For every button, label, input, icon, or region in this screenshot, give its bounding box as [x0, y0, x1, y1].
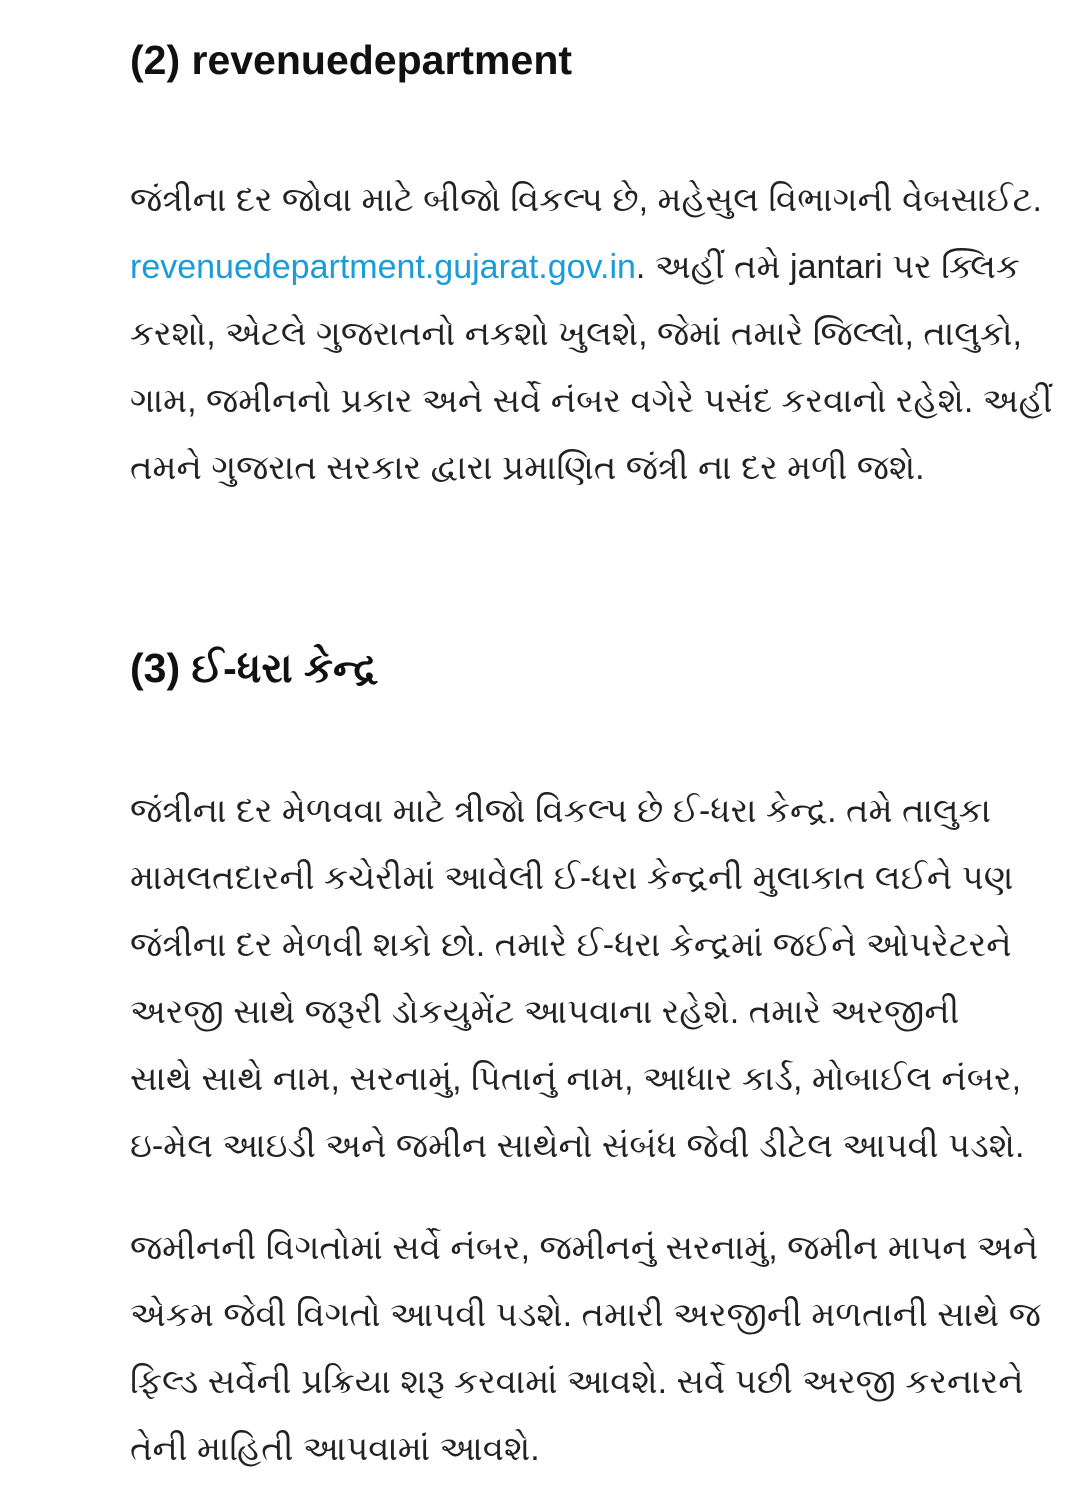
section-3-heading: (3) ઈ-ધરા કેન્દ્ર: [130, 645, 378, 691]
revenue-department-link[interactable]: revenuedepartment.gujarat.gov.in: [130, 248, 636, 286]
section-2-paragraph: [130, 167, 1060, 502]
section-3-paragraph-1: જંત્રીના દર મેળવવા માટે ત્રીજો વિકલ્પ છે ઈ-ધરા કેન્દ્ર. તમે તાલુકા મામલતદારની કચેરીમાં આવેલી ઈ-ધરા કેન્દ્રની મુલાકાત લઈને પણ જંત્રીના દર મેળવી શકો છો. તમારે ઈ-ધરા કેન્દ્રમાં જઈને ઓપરેટરને અરજી સાથે જરૂરી ડોકયુમેંટ આપવાના રહેશે. તમારે અરજીની સાથે સાથે નામ, સરનામું, પિતાનું નામ, આધાર કાર્ડ, મોબાઈલ નંબર, ઇ-મેલ આઇડી અને જમીન સાથેનો સંબંધ જેવી ડીટેલ આપવી પડશે.: [130, 792, 1025, 1165]
section-2-heading: (2) revenuedepartment: [130, 37, 573, 83]
section-3-paragraph-2: જમીનની વિગતોમાં સર્વે નંબર, જમીનનું સરનામું, જમીન માપન અને એકમ જેવી વિગતો આપવી પડશે. તમારી અરજીની મળતાની સાથે જ ફિલ્ડ સર્વેની પ્રક્રિયા શરૂ કરવામાં આવશે. સર્વે પછી અરજી કરનારને તેની માહિતી આપવામાં આવશે.: [130, 1229, 1041, 1468]
section-2-text-before-link: જંત્રીના દર જોવા માટે બીજો વિકલ્પ છે, મહેસુલ વિભાગની વેબસાઈટ.: [130, 181, 1042, 219]
section-2-text-after-link: . અહીં તમે jantari પર ક્લિક કરશો, એટલે ગુજરાતનો નકશો ખુલશે, જેમાં તમારે જિલ્લો, તાલુકો, ગામ, જમીનનો પ્રકાર અને સર્વે નંબર વગેરે પસંદ કરવાનો રહેશે. અહીં તમને ગુજરાત સરકાર દ્વારા પ્રમાણિત જંત્રી ના દર મળી જશે.: [130, 248, 1053, 487]
